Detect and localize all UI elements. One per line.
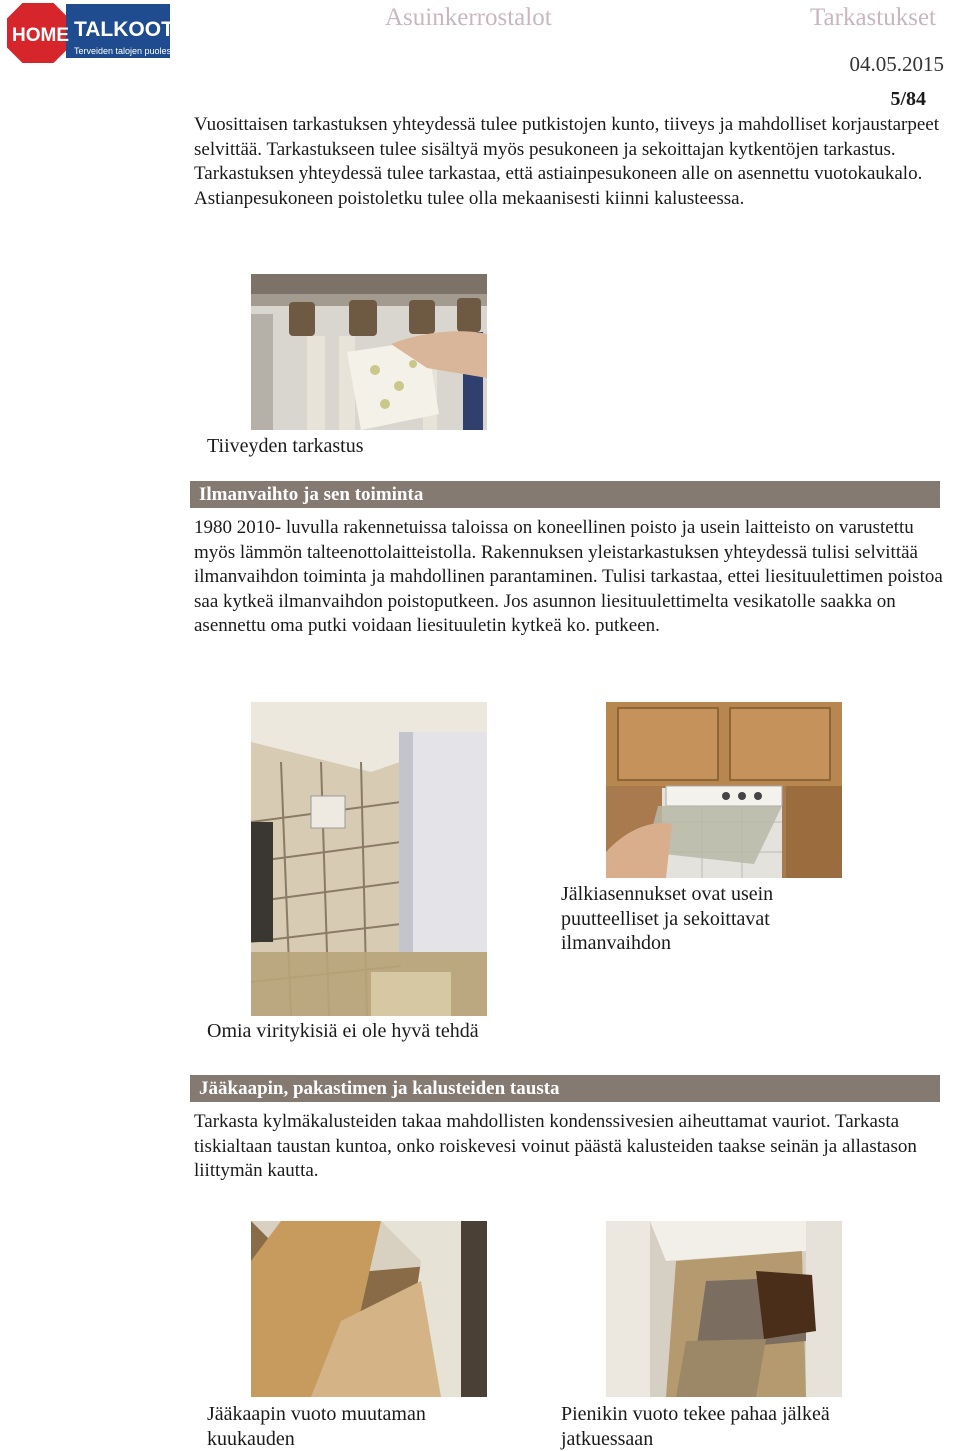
document-date: 04.05.2015 xyxy=(849,52,944,76)
ventilation-paragraph: 1980 2010- luvulla rakennetuissa taloissa on koneellinen poisto ja usein laitteisto on varustettu myös lämmön talteenottolaitteistolla. Rakennuksen yleistarkastuksen yhteydessä tulisi selvittää ilmanvaihdon toiminta ja mahdollinen parantaminen. Tulisi tarkastaa, ettei liesituulettimen poistoa saa kytkeä ilmanvaihdon poistoputkeen. Jos asunnon liesituulettimelta vesikatolle saakka on asennettu oma putki voidaan liesituuletin kytkeä ko. putkeen. xyxy=(194,517,943,636)
bathroom-fan-caption: Omia viritykisiä ei ole hyvä tehdä xyxy=(207,1020,479,1042)
logo-tagline: Terveiden talojen puolesta xyxy=(74,46,179,56)
floor-damage-photo xyxy=(606,1221,842,1397)
fridge-back-caption: Jääkaapin vuoto muutaman kuukauden xyxy=(207,1403,426,1450)
hometalkoot-logo[interactable] xyxy=(4,0,197,66)
fridge-paragraph: Tarkasta kylmäkalusteiden takaa mahdollisten kondenssivesien aiheuttamat vauriot. Tarkasta tiskialtaan taustan kuntoa, onko roiskevesi voinut päästä kalusteiden taakse seinän ja allastason liittymän kautta. xyxy=(194,1111,917,1181)
logo-home-text: HOME xyxy=(12,25,69,46)
page-number: 5/84 xyxy=(890,88,926,110)
ventilation-section-heading: Ilmanvaihto ja sen toiminta xyxy=(190,481,940,508)
pipes-photo-caption: Tiiveyden tarkastus xyxy=(207,435,364,457)
header-section-title: Asuinkerrostalot xyxy=(385,4,552,31)
intro-paragraph: Vuosittaisen tarkastuksen yhteydessä tulee putkistojen kunto, tiiveys ja mahdolliset korjaustarpeet selvittää. Tarkastukseen tulee sisältyä myös pesukoneen ja sekoittajan kytkentöjen tarkastus. Tarkastuksen yhteydessä tulee tarkastaa, että astiainpesukoneen alle on asennettu vuotokaukalo. Astianpesukoneen poistoletku tulee olla mekaanisesti kiinni kalusteessa. xyxy=(194,114,939,209)
logo-talkoot-text: TALKOOT.FI xyxy=(74,18,197,41)
fridge-back-photo xyxy=(251,1221,487,1397)
kitchen-hood-photo xyxy=(606,702,842,878)
bathroom-fan-photo xyxy=(251,702,487,1016)
header-topic-title: Tarkastukset xyxy=(810,4,936,31)
fridge-section-heading: Jääkaapin, pakastimen ja kalusteiden tausta xyxy=(190,1075,940,1102)
kitchen-hood-caption: Jälkiasennukset ovat usein puutteelliset ja sekoittavat ilmanvaihdon xyxy=(561,883,774,954)
pipes-leak-check-photo xyxy=(251,274,487,430)
floor-damage-caption: Pienikin vuoto tekee pahaa jälkeä jatkuessaan xyxy=(561,1403,830,1450)
